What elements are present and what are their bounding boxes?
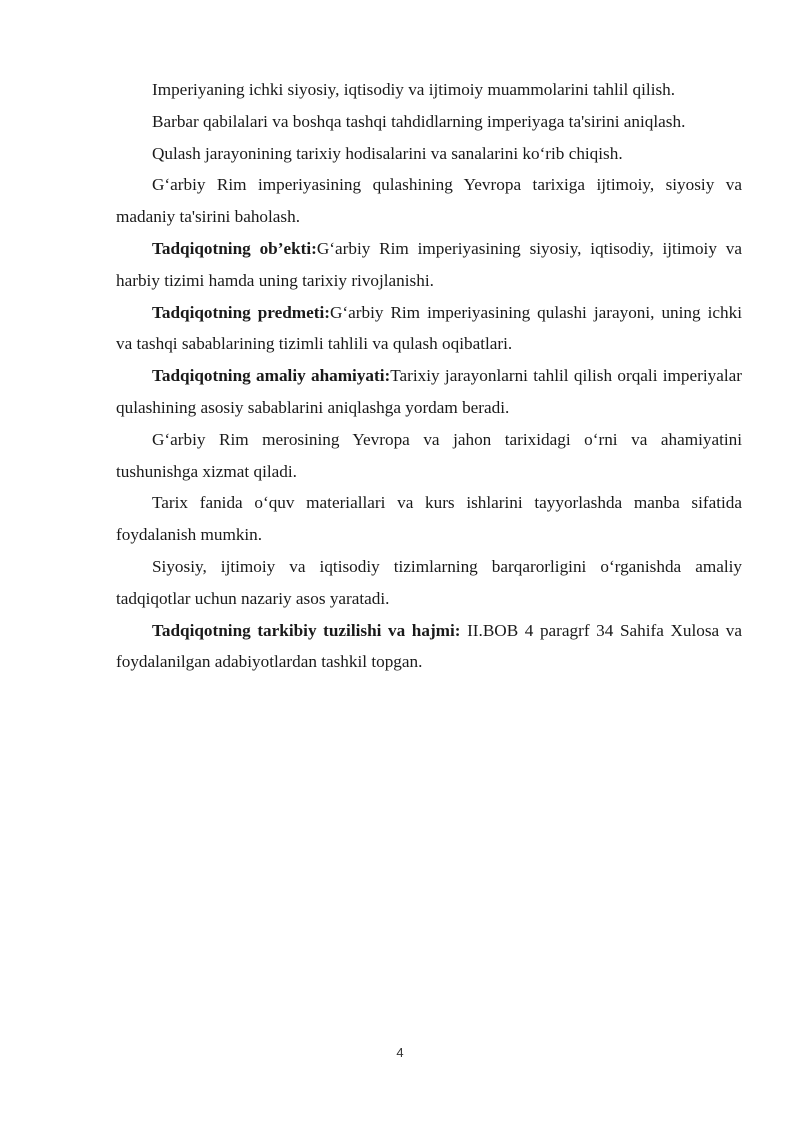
research-object-paragraph	[116, 233, 742, 297]
page-number: 4	[396, 1045, 404, 1060]
paragraph-text: Gʻarbiy Rim imperiyasining qulashi jarayoni, uning ichki va tashqi sabablarining tizimli tahlili va qulash oqibatlari.	[116, 302, 742, 354]
paragraph-text: Tarix fanida oʻquv materiallari va kurs ishlarini tayyorlashda manba sifatida foydalanish mumkin.	[116, 493, 742, 545]
research-object-label: Tadqiqotning ob’ekti:	[152, 238, 317, 258]
paragraph-text: Siyosiy, ijtimoiy va iqtisodiy tizimlarning barqarorligini oʻrganishda amaliy tadqiqotlar uchun nazariy asos yaratadi.	[116, 556, 742, 608]
practical-significance-label: Tadqiqotning amaliy ahamiyati:	[152, 366, 391, 386]
paragraph	[116, 106, 742, 138]
research-subject-label: Tadqiqotning predmeti:	[152, 302, 330, 322]
paragraph	[116, 169, 742, 233]
paragraph	[116, 138, 742, 170]
paragraph-text: Barbar qabilalari va boshqa tashqi tahdidlarning imperiyaga ta'sirini aniqlash.	[152, 111, 686, 131]
paragraph	[116, 74, 742, 106]
paragraph	[116, 551, 742, 615]
paragraph-text: Imperiyaning ichki siyosiy, iqtisodiy va ijtimoiy muammolarini tahlil qilish.	[152, 80, 676, 99]
paragraph-text: Gʻarbiy Rim imperiyasining siyosiy, iqtisodiy, ijtimoiy va harbiy tizimi hamda uning tarixiy rivojlanishi.	[116, 238, 742, 290]
paragraph	[116, 424, 742, 488]
structure-label: Tadqiqotning tarkibiy tuzilishi va hajmi:	[152, 620, 461, 640]
paragraph-text: Gʻarbiy Rim imperiyasining qulashining Yevropa tarixiga ijtimoiy, siyosiy va madaniy ta'sirini baholash.	[116, 175, 742, 227]
structure-paragraph	[116, 615, 742, 679]
paragraph-text: Gʻarbiy Rim merosining Yevropa va jahon tarixidagi oʻrni va ahamiyatini tushunishga xizmat qiladi.	[116, 429, 742, 481]
paragraph-text: Qulash jarayonining tarixiy hodisalarini va sanalarini koʻrib chiqish.	[152, 143, 623, 163]
practical-significance-paragraph	[116, 360, 742, 424]
paragraph-text: II.BOB 4 paragrf 34 Sahifa Xulosa va foydalanilgan adabiyotlardan tashkil topgan.	[116, 620, 742, 672]
paragraph-text: Tarixiy jarayonlarni tahlil qilish orqali imperiyalar qulashining asosiy sabablarini aniqlashga yordam beradi.	[116, 366, 742, 417]
paragraph	[116, 487, 742, 551]
document-body	[116, 74, 742, 678]
research-subject-paragraph	[116, 297, 742, 361]
